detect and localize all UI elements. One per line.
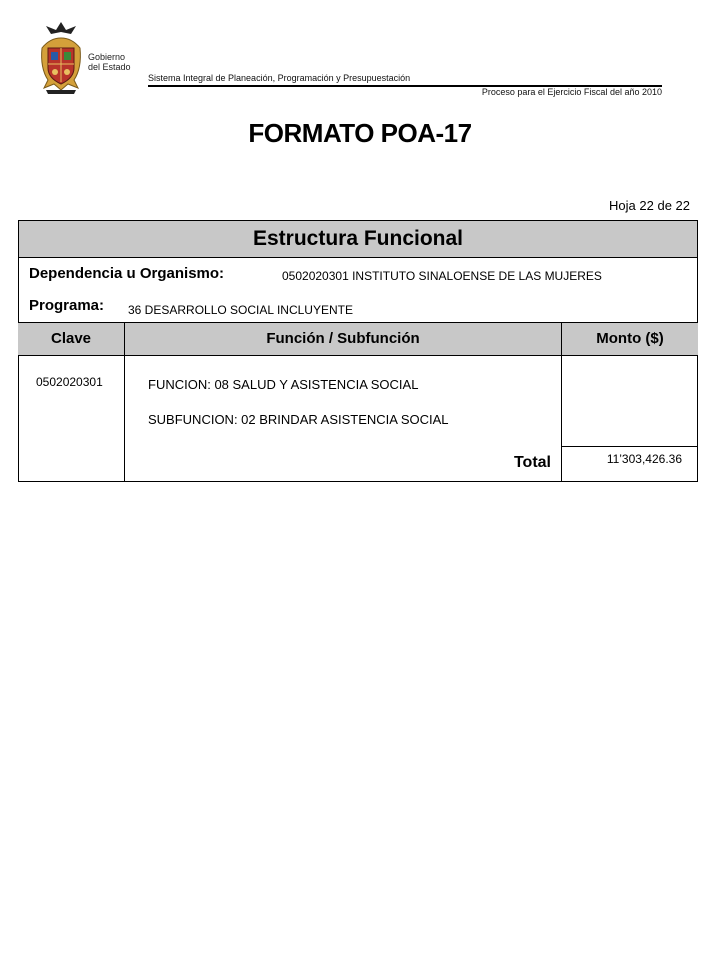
column-header-clave: Clave [50,330,92,347]
column-header-monto: Monto ($) [596,330,664,347]
dependencia-label: Dependencia u Organismo: [29,265,225,282]
dependencia-value: 0502020301 INSTITUTO SINALOENSE DE LAS MUJERES [282,269,602,283]
government-label: Gobierno [88,52,126,62]
page-title: FORMATO POA-17 [248,118,472,148]
programa-label: Programa: [29,297,105,314]
state-coat-of-arms-icon [36,18,86,96]
total-value: 11’303,426.36 [606,452,682,466]
state-label: del Estado [88,62,131,72]
programa-value: 36 DESARROLLO SOCIAL INCLUYENTE [128,303,353,317]
column-header-funcion: Función / Subfunción [266,330,420,347]
system-name: Sistema Integral de Planeación, Programación y Presupuestación [148,73,411,83]
row-funcion: FUNCION: 08 SALUD Y ASISTENCIA SOCIAL [148,377,419,392]
row-subfuncion: SUBFUNCION: 02 BRINDAR ASISTENCIA SOCIAL [148,412,449,427]
total-divider [561,446,698,447]
row-clave: 0502020301 [36,375,103,389]
column-divider [124,322,125,482]
section-title: Estructura Funcional [18,220,698,258]
column-divider [561,322,562,482]
total-label: Total [513,454,551,471]
sheet-number: Hoja 22 de 22 [609,198,690,213]
process-label: Proceso para el Ejercicio Fiscal del año 2010 [481,87,662,97]
